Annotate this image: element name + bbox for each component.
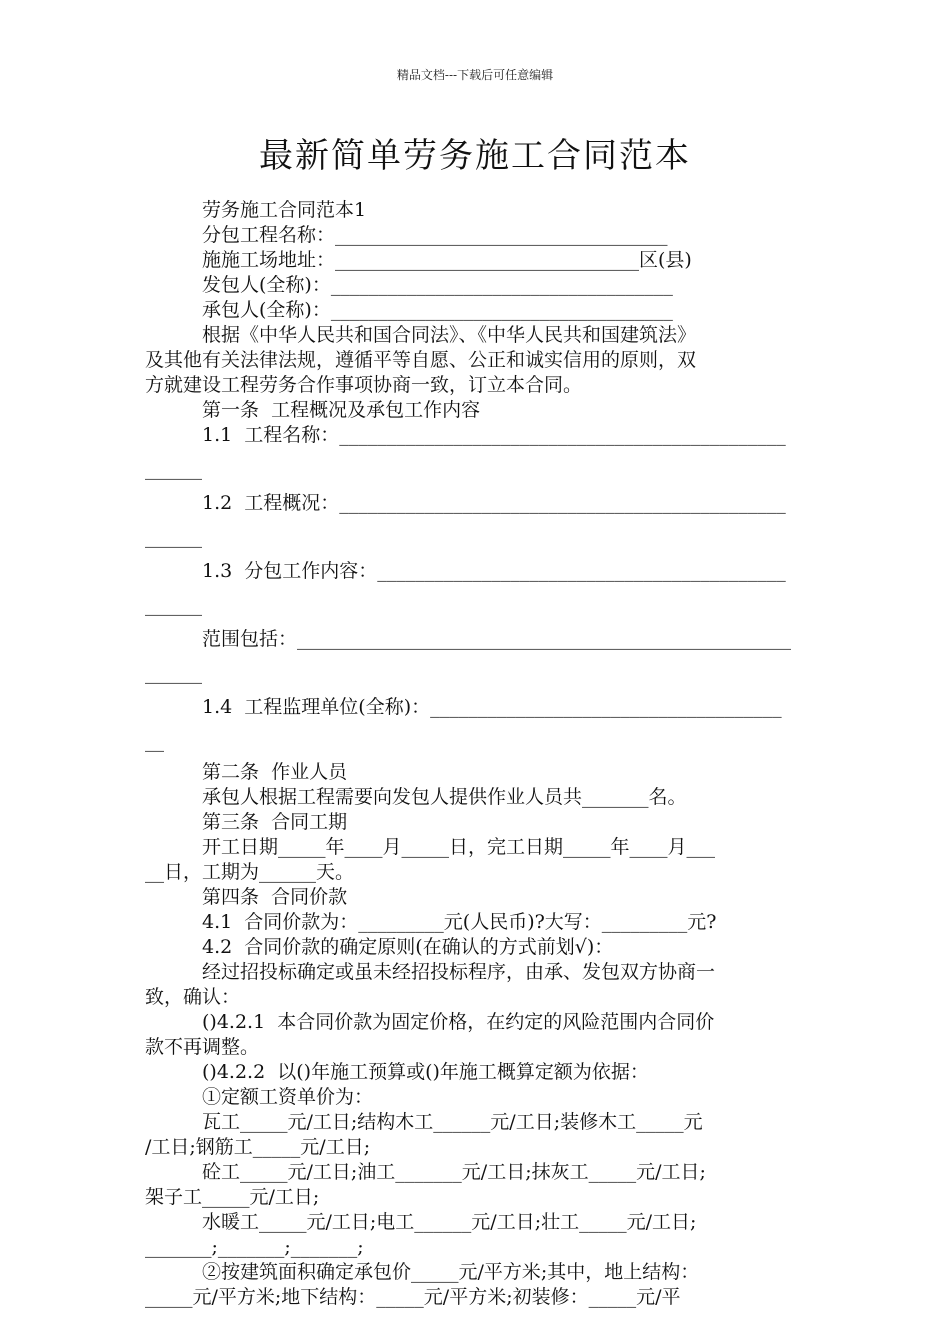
form-field-site-address: 施施工场地址：________________________________区(县): [202, 249, 692, 271]
paragraph-line: 开工日期_____年____月_____日，完工日期_____年____月___: [202, 836, 716, 858]
wage-rate-line: 砼工_____元/工日;油工_______元/工日;抹灰工_____元/工日;: [202, 1161, 706, 1183]
blank-line: ______: [145, 526, 202, 548]
clause-line: ()4.2.1 本合同价款为固定价格，在约定的风险范围内合同价: [202, 1011, 715, 1033]
clause-line: 1.3 分包工作内容：___________________________________________: [202, 560, 786, 582]
paragraph-line: 经过招投标确定或虽未经招投标程序，由承、发包双方协商一: [202, 961, 716, 983]
blank-line: ______: [145, 458, 202, 480]
wage-rate-line: 瓦工_____元/工日;结构木工______元/工日;装修木工_____元: [202, 1111, 703, 1133]
form-field-employer: 发包人(全称)：____________________________________: [202, 274, 673, 296]
article-heading: 第三条 合同工期: [202, 811, 348, 833]
clause-line: ()4.2.2 以()年施工预算或()年施工概算定额为依据：: [202, 1061, 649, 1083]
wage-rate-line: _______;_______;_______;: [145, 1236, 364, 1258]
paragraph-line: 及其他有关法律法规，遵循平等自愿、公正和诚实信用的原则，双: [145, 349, 697, 371]
clause-line: 1.4 工程监理单位(全称)：_____________________________________: [202, 696, 782, 718]
clause-line: 4.2 合同价款的确定原则(在确认的方式前划√)：: [202, 936, 614, 958]
article-heading: 第二条 作业人员: [202, 761, 348, 783]
clause-line: ①定额工资单价为：: [202, 1086, 374, 1108]
paragraph-line: 根据《中华人民共和国合同法》、《中华人民共和国建筑法》: [202, 324, 697, 346]
clause-line: 4.1 合同价款为：_________元(人民币)?大写：_________元?: [202, 911, 717, 933]
blank-line: ______: [145, 662, 202, 684]
clause-line: 范围包括：____________________________________________________: [202, 628, 792, 650]
document-title: 最新简单劳务施工合同范本: [259, 136, 691, 176]
paragraph-line: 承包人根据工程需要向发包人提供作业人员共_______名。: [202, 786, 687, 808]
form-field-contractor: 承包人(全称)：____________________________________: [202, 299, 673, 321]
paragraph-line: 款不再调整。: [145, 1036, 260, 1058]
wage-rate-line: 架子工_____元/工日;: [145, 1186, 320, 1208]
clause-line: 1.2 工程概况：_______________________________________________: [202, 492, 786, 514]
paragraph-line: 致，确认：: [145, 986, 241, 1008]
clause-line: _____元/平方米;地下结构：_____元/平方米;初装修：_____元/平: [145, 1286, 681, 1308]
blank-line: __: [145, 730, 164, 752]
header-note: 精品文档---下载后可任意编辑: [396, 68, 554, 82]
wage-rate-line: 水暖工_____元/工日;电工______元/工日;壮工_____元/工日;: [202, 1211, 697, 1233]
article-heading: 第一条 工程概况及承包工作内容: [202, 399, 481, 421]
paragraph-line: __日，工期为______天。: [145, 861, 355, 883]
blank-line: ______: [145, 594, 202, 616]
article-heading: 第四条 合同价款: [202, 886, 348, 908]
clause-line: 1.1 工程名称：_______________________________________________: [202, 424, 786, 446]
wage-rate-line: /工日;钢筋工_____元/工日;: [145, 1136, 371, 1158]
clause-line: ②按建筑面积确定承包价_____元/平方米;其中，地上结构：: [202, 1261, 700, 1283]
document-body: [145, 198, 810, 1310]
form-field-project-name: 分包工程名称：___________________________________: [202, 224, 668, 246]
section-heading: 劳务施工合同范本1: [202, 199, 367, 221]
paragraph-line: 方就建设工程劳务合作事项协商一致，订立本合同。: [145, 374, 583, 396]
